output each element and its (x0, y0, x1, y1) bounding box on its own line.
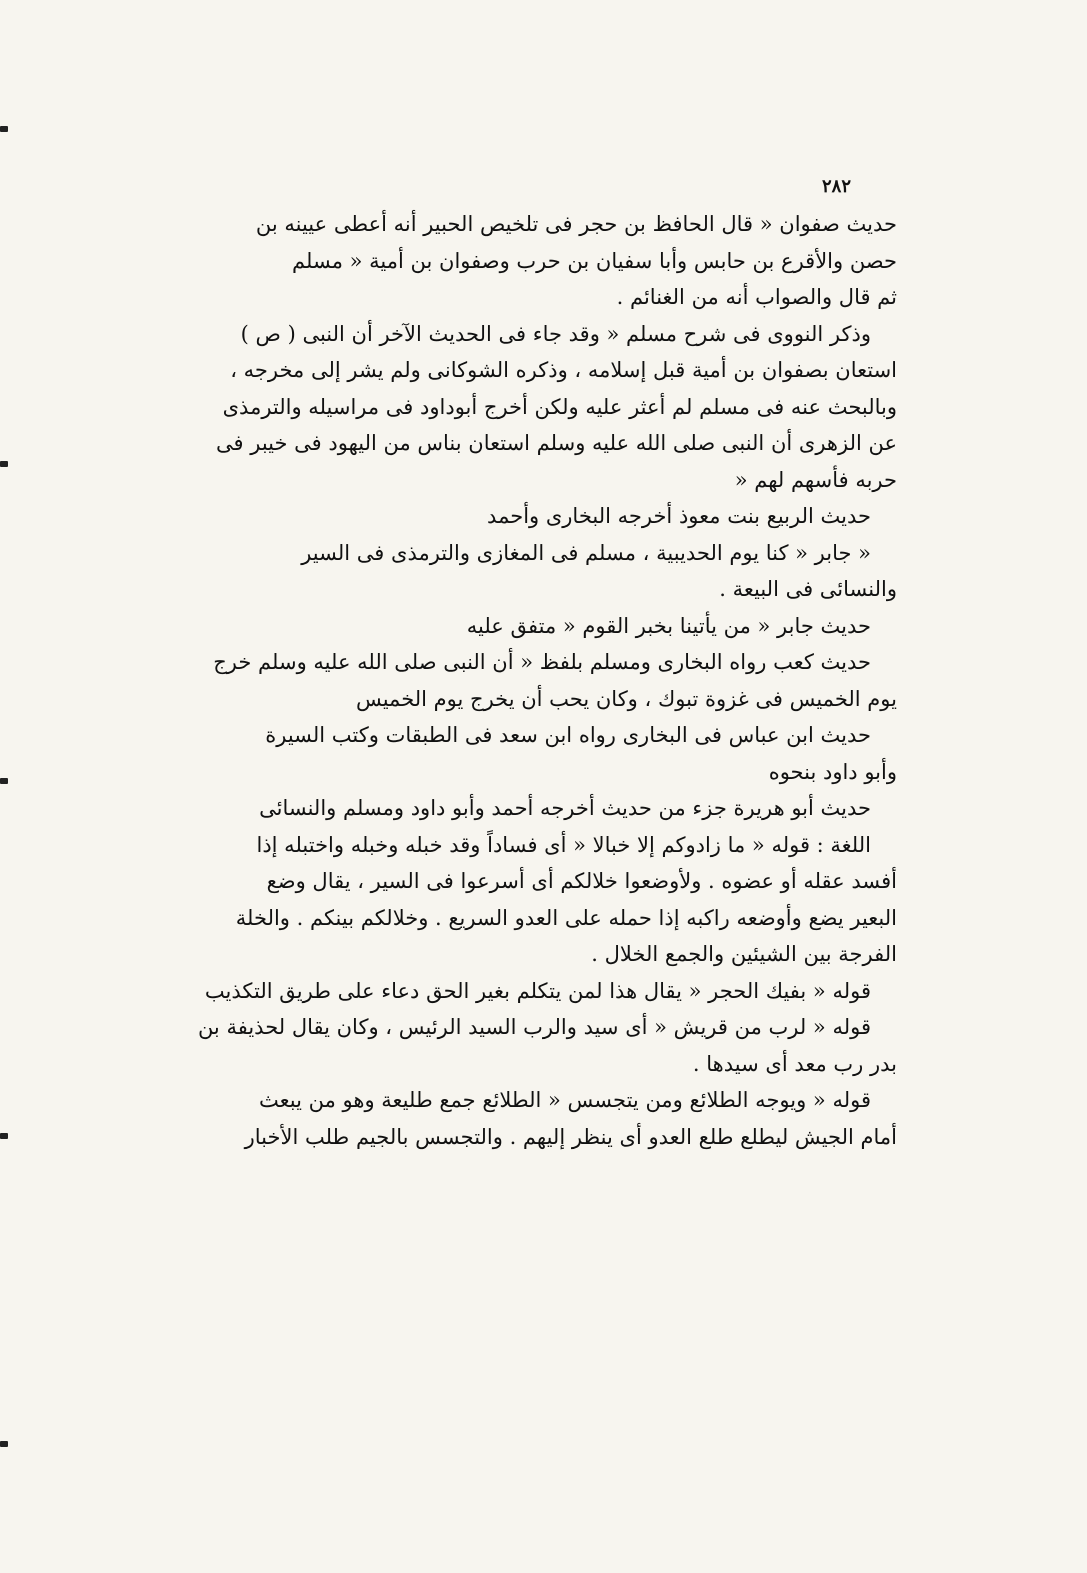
text-line: بدر رب معد أى سيدها . (692, 1051, 897, 1076)
text-line: حصن والأقرع بن حابس وأبا سفيان بن حرب وصفوان بن أمية « مسلم (292, 248, 897, 273)
text-line: الفرجة بين الشيئين والجمع الخلال . (591, 942, 897, 966)
text-line: ثم قال والصواب أنه من الغنائم . (616, 285, 897, 309)
text-line: اللغة : قوله « ما زادوكم إلا خبالا « أى فساداً وقد خبله وخبله واختبله إذا (256, 832, 871, 857)
binding-mark (0, 778, 8, 784)
text-line: وأبو داود بنحوه (768, 759, 897, 784)
text-line: وبالبحث عنه فى مسلم لم أعثر عليه ولكن أخرج أبوداود فى مراسيله والترمذى (222, 394, 897, 419)
text-line: حديث جابر « من يأتينا بخبر القوم « متفق عليه (466, 613, 871, 638)
text-line: أمام الجيش ليطلع طلع العدو أى ينظر إليهم . والتجسس بالجيم طلب الأخبار (244, 1124, 897, 1149)
binding-mark (0, 461, 8, 467)
text-line: قوله « ويوجه الطلائع ومن يتجسس « الطلائع جمع طليعة وهو من يبعث (259, 1088, 871, 1112)
text-line: عن الزهرى أن النبى صلى الله عليه وسلم استعان بناس من اليهود فى خيبر فى (216, 431, 897, 455)
text-line: حربه فأسهم لهم « (734, 467, 897, 492)
text-line: قوله « بفيك الحجر « يقال هذا لمن يتكلم بغير الحق دعاء على طريق التكذيب (204, 978, 871, 1003)
binding-mark (0, 1441, 8, 1447)
text-line: أفسد عقله أو عضوه . ولأوضعوا خلالكم أى أسرعوا فى السير ، يقال وضع (266, 869, 897, 893)
text-line: يوم الخميس فى غزوة تبوك ، وكان يحب أن يخرج يوم الخميس (355, 686, 897, 711)
page-number: ٢٨٢ (821, 176, 851, 197)
binding-mark (0, 126, 8, 132)
text-line: حديث أبو هريرة جزء من حديث أخرجه أحمد وأبو داود ومسلم والنسائى (259, 796, 871, 820)
text-line: استعان بصفوان بن أمية قبل إسلامه ، وذكره الشوكانى ولم يشر إلى مخرجه ، (230, 358, 897, 382)
text-line: حديث ابن عباس فى البخارى رواه ابن سعد فى الطبقات وكتب السيرة (265, 723, 871, 747)
page-body-text (185, 206, 897, 1155)
text-line: والنسائى فى البيعة . (719, 577, 897, 601)
text-line: وذكر النووى فى شرح مسلم « وقد جاء فى الحديث الآخر أن النبى ( ص ) (240, 321, 871, 346)
text-line: حديث صفوان « قال الحافظ بن حجر فى تلخيص الحبير أنه أعطى عيينه بن (255, 212, 897, 236)
text-line: حديث كعب رواه البخارى ومسلم بلفظ « أن النبى صلى الله عليه وسلم خرج (213, 650, 871, 674)
text-line: حديث الربيع بنت معوذ أخرجه البخارى وأحمد (487, 504, 871, 528)
binding-mark (0, 1133, 8, 1139)
text-line: البعير يضع وأوضعه راكبه إذا حمله على العدو السريع . وخلالكم بينكم . والخلة (235, 905, 897, 930)
text-line: « جابر « كنا يوم الحديبية ، مسلم فى المغازى والترمذى فى السير (301, 540, 871, 565)
text-line: قوله « لرب من قريش « أى سيد والرب السيد الرئيس ، وكان يقال لحذيفة بن (197, 1015, 871, 1039)
